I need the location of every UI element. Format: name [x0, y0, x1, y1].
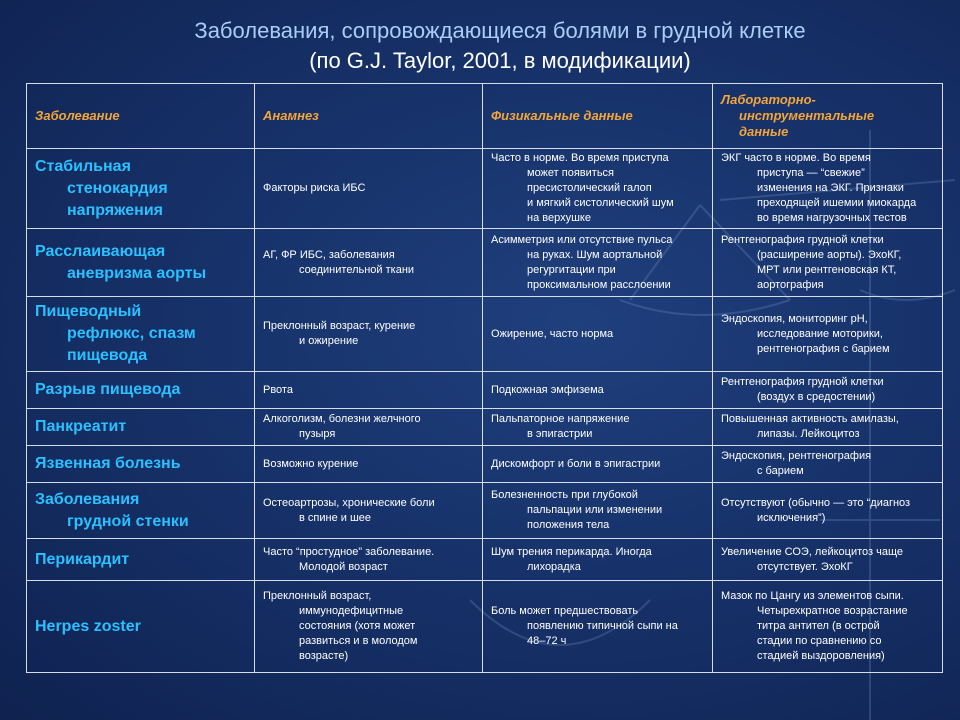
cell-line: Расслаивающая: [35, 242, 166, 260]
cell-line: Стабильная: [35, 157, 131, 175]
cell-line: Язвенная болезнь: [35, 455, 181, 472]
cell-line: Подкожная эмфизема: [491, 383, 604, 396]
cell-line: аневризма аорты: [67, 264, 207, 282]
cell-line: Боль может предшествовать: [491, 605, 639, 617]
cell-line: грудной стенки: [67, 512, 189, 530]
cell-line: Повышенная активность амилазы,: [721, 413, 899, 425]
cell-line: и мягкий систолический шум: [527, 197, 674, 209]
cell-line: стенокардия: [67, 179, 168, 197]
cell-line: иммунодефицитные: [299, 605, 404, 617]
cell-line: приступа — “свежие”: [757, 167, 865, 179]
cell-line: АГ, ФР ИБС, заболевания: [263, 248, 395, 261]
header-label: Физикальные данные: [491, 108, 633, 123]
physical-cell: [483, 409, 713, 446]
disease-name-cell: [27, 539, 255, 581]
cell-line: проксимальном расслоении: [527, 278, 671, 291]
diseases-table: [26, 83, 943, 673]
lab-cell: [713, 539, 943, 581]
cell-line: появлению типичной сыпи на: [527, 620, 678, 632]
physical-cell: [483, 446, 713, 483]
header-history: [255, 84, 483, 149]
cell-line: исключения”): [757, 511, 826, 524]
cell-line: Ожирение, часто норма: [491, 327, 614, 340]
cell-line: (воздух в средостении): [757, 391, 876, 403]
cell-line: регургитации при: [527, 263, 616, 276]
lab-cell: [713, 297, 943, 372]
table-row: [27, 372, 943, 409]
header-label: Заболевание: [35, 108, 120, 123]
cell-line: Болезненность при глубокой: [491, 489, 638, 501]
cell-line: исследование моторики,: [757, 327, 883, 340]
cell-line: с барием: [757, 465, 804, 477]
cell-line: в эпигастрии: [527, 428, 593, 440]
history-cell: [255, 372, 483, 409]
table-row: [27, 297, 943, 372]
cell-line: Молодой возраст: [299, 560, 388, 573]
cell-line: Шум трения перикарда. Иногда: [491, 545, 652, 558]
cell-line: Преклонный возраст, курение: [263, 320, 416, 332]
cell-line: преходящей ишемии миокарда: [757, 197, 917, 209]
cell-line: отсутствует. ЭхоКГ: [757, 560, 853, 573]
cell-line: в спине и шее: [299, 511, 372, 524]
cell-line: пузыря: [299, 428, 336, 440]
cell-line: Факторы риска ИБС: [263, 182, 366, 194]
cell-line: Эндоскопия, рентгенография: [721, 450, 872, 462]
cell-line: пищевода: [67, 347, 148, 364]
cell-line: Заболевания: [35, 490, 140, 508]
disease-name-cell: [27, 581, 255, 673]
cell-line: МРТ или рентгеновская КТ,: [757, 263, 897, 276]
cell-line: соединительной ткани: [299, 263, 415, 276]
physical-cell: [483, 229, 713, 297]
cell-line: титра антител (в острой: [757, 620, 880, 632]
cell-line: пальпации или изменении: [527, 504, 663, 516]
history-cell: [255, 446, 483, 483]
cell-line: и ожирение: [299, 335, 359, 347]
cell-line: пресистолический галоп: [527, 182, 652, 194]
disease-name-cell: [27, 297, 255, 372]
physical-cell: [483, 539, 713, 581]
lab-cell: [713, 446, 943, 483]
cell-line: стадией выздоровления): [757, 650, 885, 662]
cell-line: Панкреатит: [35, 418, 127, 435]
history-cell: [255, 581, 483, 673]
cell-line: рефлюкс, спазм: [67, 325, 196, 342]
history-cell: [255, 539, 483, 581]
cell-line: стадии по сравнению со: [757, 635, 882, 647]
cell-line: ЭКГ часто в норме. Во время: [721, 152, 871, 164]
cell-line: Эндоскопия, мониторинг рН,: [721, 312, 868, 325]
cell-line: положения тела: [527, 519, 610, 531]
cell-line: Пищеводный: [35, 303, 142, 320]
physical-cell: [483, 483, 713, 539]
lab-cell: [713, 372, 943, 409]
cell-line: аортография: [757, 278, 824, 291]
physical-cell: [483, 149, 713, 229]
header-label: Анамнез: [263, 108, 319, 123]
disease-name-cell: [27, 409, 255, 446]
cell-line: возрасте): [299, 650, 349, 662]
cell-line: на верхушке: [527, 212, 591, 224]
table-row: [27, 483, 943, 539]
lab-cell: [713, 409, 943, 446]
header-label: инструментальные: [739, 108, 875, 123]
cell-line: может появиться: [527, 167, 615, 179]
cell-line: Возможно курение: [263, 457, 359, 470]
header-label: Лабораторно-: [721, 92, 816, 107]
history-cell: [255, 229, 483, 297]
history-cell: [255, 297, 483, 372]
cell-line: Herpes zoster: [35, 617, 141, 635]
table-row: [27, 446, 943, 483]
header-lab: [713, 84, 943, 149]
lab-cell: [713, 149, 943, 229]
history-cell: [255, 409, 483, 446]
disease-name-cell: [27, 229, 255, 297]
table-row: [27, 409, 943, 446]
cell-line: лихорадка: [527, 560, 581, 573]
cell-line: липазы. Лейкоцитоз: [757, 428, 860, 440]
cell-line: на руках. Шум аортальной: [527, 248, 663, 261]
cell-line: Часто “простудное” заболевание.: [263, 545, 435, 558]
table-header-row: [27, 84, 943, 149]
lab-cell: [713, 483, 943, 539]
table-row: [27, 149, 943, 229]
cell-line: Перикардит: [35, 550, 130, 568]
cell-line: изменения на ЭКГ. Признаки: [757, 182, 904, 194]
cell-line: Остеоартрозы, хронические боли: [263, 496, 435, 509]
cell-line: Отсутствуют (обычно — это “диагноз: [721, 496, 911, 509]
cell-line: напряжения: [67, 201, 163, 219]
physical-cell: [483, 372, 713, 409]
header-disease: [27, 84, 255, 149]
history-cell: [255, 483, 483, 539]
header-label: данные: [739, 124, 789, 139]
table-row: [27, 581, 943, 673]
disease-name-cell: [27, 149, 255, 229]
cell-line: Четырехкратное возрастание: [757, 605, 908, 617]
cell-line: Мазок по Цангу из элементов сыпи.: [721, 590, 904, 602]
table-row: [27, 229, 943, 297]
cell-line: (расширение аорты). ЭхоКГ,: [757, 248, 902, 261]
cell-line: Рвота: [263, 383, 293, 396]
cell-line: Преклонный возраст,: [263, 590, 372, 602]
cell-line: Рентгенография грудной клетки: [721, 233, 884, 246]
table-row: [27, 539, 943, 581]
cell-line: Асимметрия или отсутствие пульса: [491, 233, 673, 246]
cell-line: Рентгенография грудной клетки: [721, 376, 884, 388]
cell-line: Алкоголизм, болезни желчного: [263, 413, 421, 425]
cell-line: 48–72 ч: [527, 635, 567, 647]
history-cell: [255, 149, 483, 229]
cell-line: Часто в норме. Во время приступа: [491, 152, 669, 164]
disease-name-cell: [27, 446, 255, 483]
lab-cell: [713, 229, 943, 297]
cell-line: Разрыв пищевода: [35, 381, 181, 398]
cell-line: рентгенография с барием: [757, 342, 890, 355]
header-physical: [483, 84, 713, 149]
page-subtitle: (по G.J. Taylor, 2001, в модификации): [309, 48, 691, 73]
cell-line: во время нагрузочных тестов: [757, 212, 907, 224]
physical-cell: [483, 581, 713, 673]
cell-line: состояния (хотя может: [299, 620, 416, 632]
disease-name-cell: [27, 483, 255, 539]
physical-cell: [483, 297, 713, 372]
disease-name-cell: [27, 372, 255, 409]
title-block: [0, 16, 960, 76]
cell-line: Увеличение СОЭ, лейкоцитоз чаще: [721, 545, 904, 558]
cell-line: Пальпаторное напряжение: [491, 413, 630, 425]
cell-line: развиться и в молодом: [299, 635, 418, 647]
page-title: Заболевания, сопровождающиеся болями в грудной клетке: [194, 18, 806, 43]
lab-cell: [713, 581, 943, 673]
cell-line: Дискомфорт и боли в эпигастрии: [491, 457, 661, 470]
